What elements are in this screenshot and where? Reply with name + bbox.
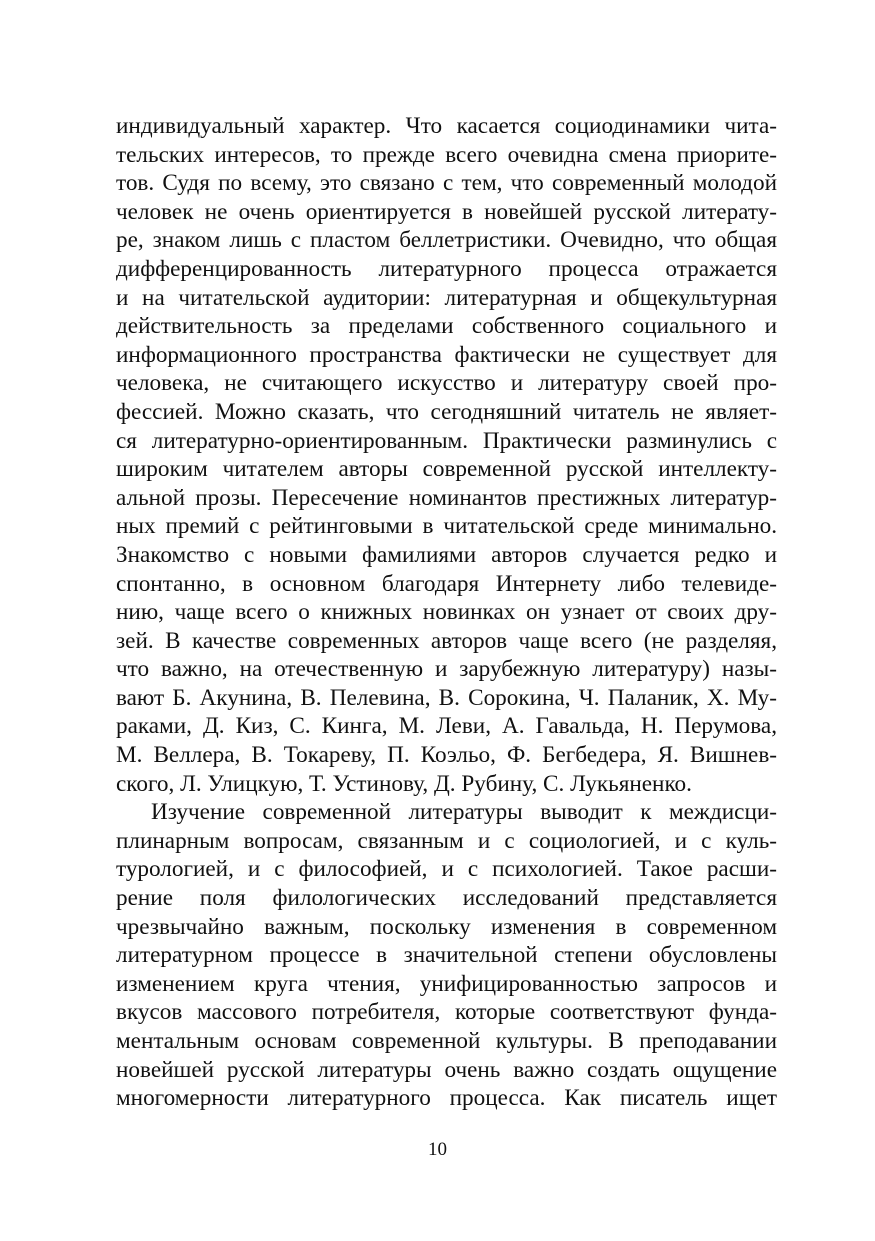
text-line: человека, не считающего искусство и литературу своей про- (116, 370, 777, 397)
text-line: литературном процессе в значительной степени обусловлены (116, 942, 777, 969)
text-line: фессией. Можно сказать, что сегодняшний читатель не являет- (116, 398, 777, 425)
text-line: индивидуальный характер. Что касается социодинамики чита- (116, 113, 777, 139)
text-line: Знакомство с новыми фамилиями авторов случается редко и (116, 541, 777, 568)
text-line: турологией, и с философией, и с психологией. Такое расши- (116, 856, 777, 883)
text-line: ского, Л. Улицкую, Т. Устинову, Д. Рубину, С. Лукьяненко. (116, 770, 692, 797)
text-line: тов. Судя по всему, это связано с тем, что современный молодой (116, 170, 777, 197)
text-line: и на читательской аудитории: литературная и общекультурная (116, 284, 777, 311)
text-line: рение поля филологических исследований представляется (116, 885, 777, 912)
text-line: тельских интересов, то прежде всего очевидна смена приорите- (116, 141, 777, 168)
paragraph-2 (116, 798, 777, 1113)
text-line: информационного пространства фактически не существует для (116, 341, 777, 368)
text-line: зей. В качестве современных авторов чаще всего (не разделяя, (116, 627, 777, 654)
text-line: альной прозы. Пересечение номинантов престижных литератур- (116, 484, 777, 511)
text-line: ся литературно-ориентированным. Практически разминулись с (116, 427, 777, 454)
body-text (116, 112, 777, 1113)
text-line: широким читателем авторы современной русской интеллекту- (116, 456, 777, 483)
text-line: новейшей русской литературы очень важно создать ощущение (116, 1056, 777, 1083)
text-line: спонтанно, в основном благодаря Интернету либо телевиде- (116, 570, 777, 597)
text-line: нию, чаще всего о книжных новинках он узнает от своих дру- (116, 599, 777, 626)
text-line: изменением круга чтения, унифицированностью запросов и (116, 970, 777, 997)
text-line: что важно, на отечественную и зарубежную литературу) назы- (116, 656, 777, 683)
text-line: плинарным вопросам, связанным и с социологией, и с куль- (116, 827, 777, 854)
text-line: человек не очень ориентируется в новейшей русской литерату- (116, 198, 777, 225)
text-line: раками, Д. Киз, С. Кинга, М. Леви, А. Гавальда, Н. Перумова, (116, 713, 777, 740)
text-line: дифференцированность литературного процесса отражается (116, 255, 777, 282)
text-line: ре, знаком лишь с пластом беллетристики. Очевидно, что общая (116, 227, 777, 254)
text-line: М. Веллера, В. Токареву, П. Коэльо, Ф. Бегбедера, Я. Вишнев- (116, 742, 777, 769)
text-line: Изучение современной литературы выводит к междисци- (151, 799, 777, 826)
text-line: ных премий с рейтинговыми в читательской среде минимально. (116, 513, 777, 540)
text-line: многомерности литературного процесса. Как писатель ищет (116, 1085, 777, 1112)
text-line: ментальным основам современной культуры. В преподавании (116, 1028, 777, 1054)
text-line: действительность за пределами собственного социального и (116, 313, 777, 340)
page-number: 10 (428, 1139, 447, 1160)
paragraph-1 (116, 112, 777, 798)
text-line: чрезвычайно важным, поскольку изменения в современном (116, 913, 777, 940)
text-line: вкусов массового потребителя, которые соответствуют фунда- (116, 999, 777, 1026)
text-line: вают Б. Акунина, В. Пелевина, В. Сорокина, Ч. Паланик, Х. Му- (116, 684, 777, 711)
